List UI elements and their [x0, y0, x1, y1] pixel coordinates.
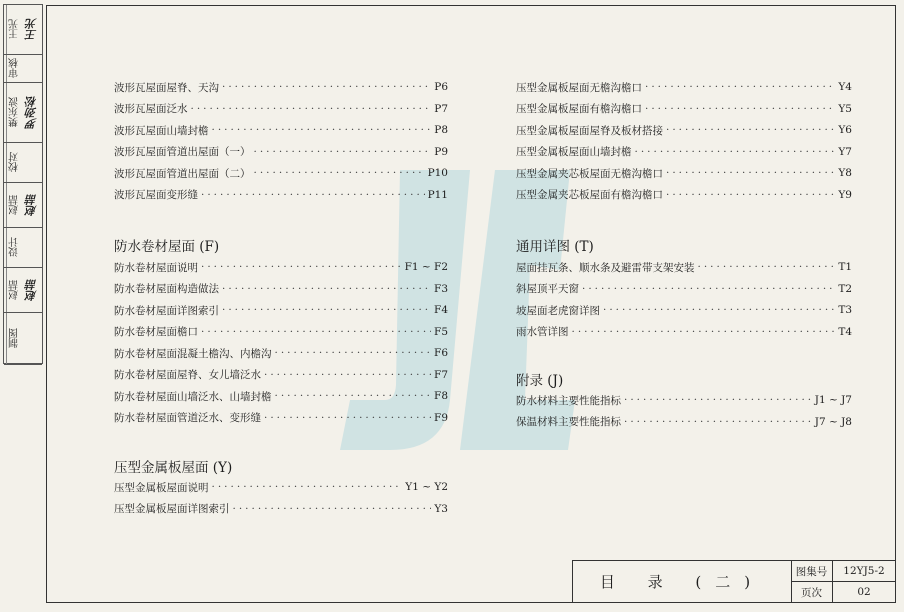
leader-dots [212, 481, 403, 493]
toc-entry[interactable] [114, 143, 448, 161]
leader-dots [201, 261, 402, 273]
leader-dots [264, 369, 431, 381]
toc-entry-title: 防水卷材屋面屋脊、女儿墙泛水 [114, 369, 261, 381]
toc-entry-title: 坡屋面老虎窗详图 [516, 304, 600, 317]
page-number-value: 02 [857, 586, 871, 598]
toc-entry[interactable] [114, 500, 448, 518]
toc-entry-page: Y5 [838, 102, 852, 115]
atlas-label: 图集号 [791, 561, 833, 582]
toc-entry[interactable] [516, 413, 852, 431]
toc-entry-title: 屋面挂瓦条、顺水条及避雷带支架安装 [516, 261, 695, 274]
toc-entry[interactable] [114, 186, 448, 204]
toc-entry-page: Y1 ~ Y2 [405, 481, 448, 493]
leader-dots [624, 394, 812, 406]
toc-entry[interactable] [516, 164, 852, 182]
toc-entry-page: Y6 [838, 124, 852, 136]
leader-dots [275, 347, 432, 359]
toc-entry[interactable] [114, 164, 448, 182]
signature-role: 设计 [6, 228, 23, 267]
toc-entry-page: F1 ~ F2 [404, 261, 448, 273]
toc-entry-page: F7 [434, 368, 448, 381]
section-heading: 附录 (J) [516, 373, 564, 389]
signature-handwriting: 王光 [25, 18, 38, 41]
leader-dots [635, 146, 836, 158]
toc-entry[interactable] [114, 409, 448, 427]
section-heading: 压型金属板屋面 (Y) [114, 460, 233, 476]
toc-entry-page: J7 ~ J8 [814, 415, 852, 428]
toc-entry-page: Y4 [838, 81, 852, 93]
leader-dots [698, 261, 836, 273]
toc-entry[interactable] [516, 391, 852, 409]
toc-entry-title: 压型金属板屋面详图索引 [114, 503, 230, 515]
toc-entry-title: 压型金属板屋面说明 [114, 481, 209, 494]
toc-entry[interactable] [516, 258, 852, 276]
toc-entry-title: 压型金属夹芯板屋面无檐沟檐口 [516, 167, 663, 180]
toc-entry[interactable] [114, 100, 448, 118]
toc-entry-page: F9 [434, 411, 448, 424]
toc-entry-page: P7 [434, 102, 448, 115]
toc-entry[interactable] [114, 323, 448, 341]
toc-entry-page: P6 [434, 81, 448, 93]
toc-entry[interactable] [114, 301, 448, 319]
toc-entry-title: 防水卷材屋面详图索引 [114, 304, 219, 317]
leader-dots [201, 326, 431, 338]
toc-entry-title: 防水卷材屋面说明 [114, 261, 198, 274]
leader-dots [222, 81, 431, 93]
toc-entry-title: 防水卷材屋面构造做法 [114, 283, 219, 295]
signature-cell [4, 228, 42, 268]
toc-entry-title: 压型金属夹芯板屋面有檐沟檐口 [516, 189, 663, 201]
leader-dots [212, 124, 432, 136]
toc-entry-title: 保温材料主要性能指标 [516, 416, 621, 428]
page-title: 目 录 (二) [573, 561, 792, 602]
signature-cell [4, 83, 42, 143]
toc-entry-title: 波形瓦屋面山墙封檐 [114, 124, 209, 137]
toc-entry-page: F8 [434, 390, 448, 402]
signature-role: 赵喆 [6, 268, 23, 312]
signature-role: 樊东波 [6, 83, 23, 142]
toc-entry-page: F3 [434, 282, 448, 295]
signature-cell [4, 5, 42, 55]
toc-entry-title: 压型金属板屋面无檐沟檐口 [516, 81, 642, 94]
toc-entry-title: 波形瓦屋面变形缝 [114, 189, 198, 201]
signature-handwriting [24, 228, 40, 267]
leader-dots [191, 103, 432, 115]
leader-dots [254, 146, 432, 158]
leader-dots [254, 167, 425, 179]
toc-entry-title: 防水卷材屋面混凝土檐沟、内檐沟 [114, 347, 272, 360]
toc-entry-page: T3 [838, 304, 852, 316]
page-number-label: 页次 [791, 582, 833, 602]
signature-handwriting [24, 55, 40, 82]
signature-role: 制图 [6, 313, 23, 364]
leader-dots [233, 503, 432, 515]
atlas-value: 12YJ5-2 [833, 561, 895, 582]
signature-role: 校对 [6, 143, 23, 182]
leader-dots [264, 412, 431, 424]
toc-entry-page: Y8 [838, 167, 852, 179]
toc-entry[interactable] [516, 121, 852, 139]
signature-cell [4, 268, 42, 313]
toc-entry-page: P9 [434, 145, 448, 158]
leader-dots [645, 81, 835, 93]
toc-entry-title: 斜屋顶平天窗 [516, 283, 579, 295]
toc-entry[interactable] [114, 366, 448, 384]
toc-entry[interactable] [516, 280, 852, 298]
title-block [572, 560, 896, 603]
signature-cell [4, 143, 42, 183]
toc-entry-title: 防水卷材屋面管道泛水、变形缝 [114, 412, 261, 424]
toc-entry-title: 防水卷材屋面檐口 [114, 326, 198, 338]
toc-entry-title: 波形瓦屋面屋脊、天沟 [114, 81, 219, 94]
toc-entry-title: 防水卷材屋面山墙泛水、山墙封檐 [114, 390, 272, 403]
signature-handwriting: 罗劲松 [25, 96, 38, 129]
signature-handwriting [24, 143, 40, 182]
signature-cell [4, 313, 42, 365]
section-heading: 防水卷材屋面 (F) [114, 239, 220, 255]
toc-entry-page: Y9 [838, 188, 852, 201]
toc-entry[interactable] [516, 301, 852, 319]
toc-entry-page: T2 [838, 282, 852, 295]
leader-dots [666, 124, 835, 136]
signature-handwriting [24, 313, 40, 364]
toc-entry-page: Y3 [434, 502, 448, 515]
toc-entry-page: Y7 [838, 145, 852, 158]
toc-entry-title: 波形瓦屋面管道出屋面（二） [114, 167, 251, 180]
leader-dots [624, 416, 812, 428]
toc-entry-page: T1 [838, 261, 852, 273]
toc-entry[interactable] [114, 121, 448, 139]
toc-entry[interactable] [516, 323, 852, 341]
toc-entry-title: 雨水管详图 [516, 326, 569, 338]
leader-dots [582, 283, 835, 295]
toc-entry-title: 压型金属板屋面屋脊及板材搭接 [516, 124, 663, 137]
toc-entry[interactable] [516, 100, 852, 118]
leader-dots [222, 304, 431, 316]
leader-dots [275, 390, 432, 402]
leader-dots [666, 189, 835, 201]
toc-entry[interactable] [516, 78, 852, 96]
toc-entry[interactable] [114, 78, 448, 96]
toc-entry-page: F6 [434, 347, 448, 359]
toc-entry-page: F5 [434, 325, 448, 338]
toc-entry-page: T4 [838, 325, 852, 338]
toc-entry[interactable] [114, 258, 448, 276]
signature-handwriting: 赵喆 [25, 194, 38, 216]
toc-entry-title: 防水材料主要性能指标 [516, 394, 621, 407]
section-heading: 通用详图 (T) [516, 239, 594, 255]
leader-dots [201, 189, 425, 201]
toc-entry-page: J1 ~ J7 [814, 394, 852, 406]
leader-dots [666, 167, 835, 179]
toc-entry-title: 压型金属板屋面山墙封檐 [516, 146, 632, 158]
toc-entry-page: P8 [434, 124, 448, 136]
toc-entry-page: P10 [427, 167, 448, 179]
signature-cell [4, 183, 42, 228]
signature-panel [3, 4, 43, 364]
toc-entry[interactable] [114, 280, 448, 298]
toc-entry[interactable] [516, 143, 852, 161]
toc-entry-title: 压型金属板屋面有檐沟檐口 [516, 103, 642, 115]
toc-entry[interactable] [114, 387, 448, 405]
signature-role: 审核 [6, 55, 23, 82]
leader-dots [645, 103, 835, 115]
toc-entry-page: F4 [434, 304, 448, 316]
toc-entry[interactable] [114, 344, 448, 362]
leader-dots [222, 283, 431, 295]
toc-entry-title: 波形瓦屋面泛水 [114, 103, 188, 115]
signature-role: 王光 [6, 5, 23, 54]
signature-cell [4, 55, 42, 83]
signature-role: 赵喆 [6, 183, 23, 227]
toc-entry-page: P11 [427, 188, 448, 201]
toc-entry[interactable] [114, 478, 448, 496]
toc-entry-title: 波形瓦屋面管道出屋面（一） [114, 146, 251, 158]
leader-dots [603, 304, 835, 316]
leader-dots [572, 326, 836, 338]
signature-handwriting: 赵喆 [25, 279, 38, 301]
toc-entry[interactable] [516, 186, 852, 204]
